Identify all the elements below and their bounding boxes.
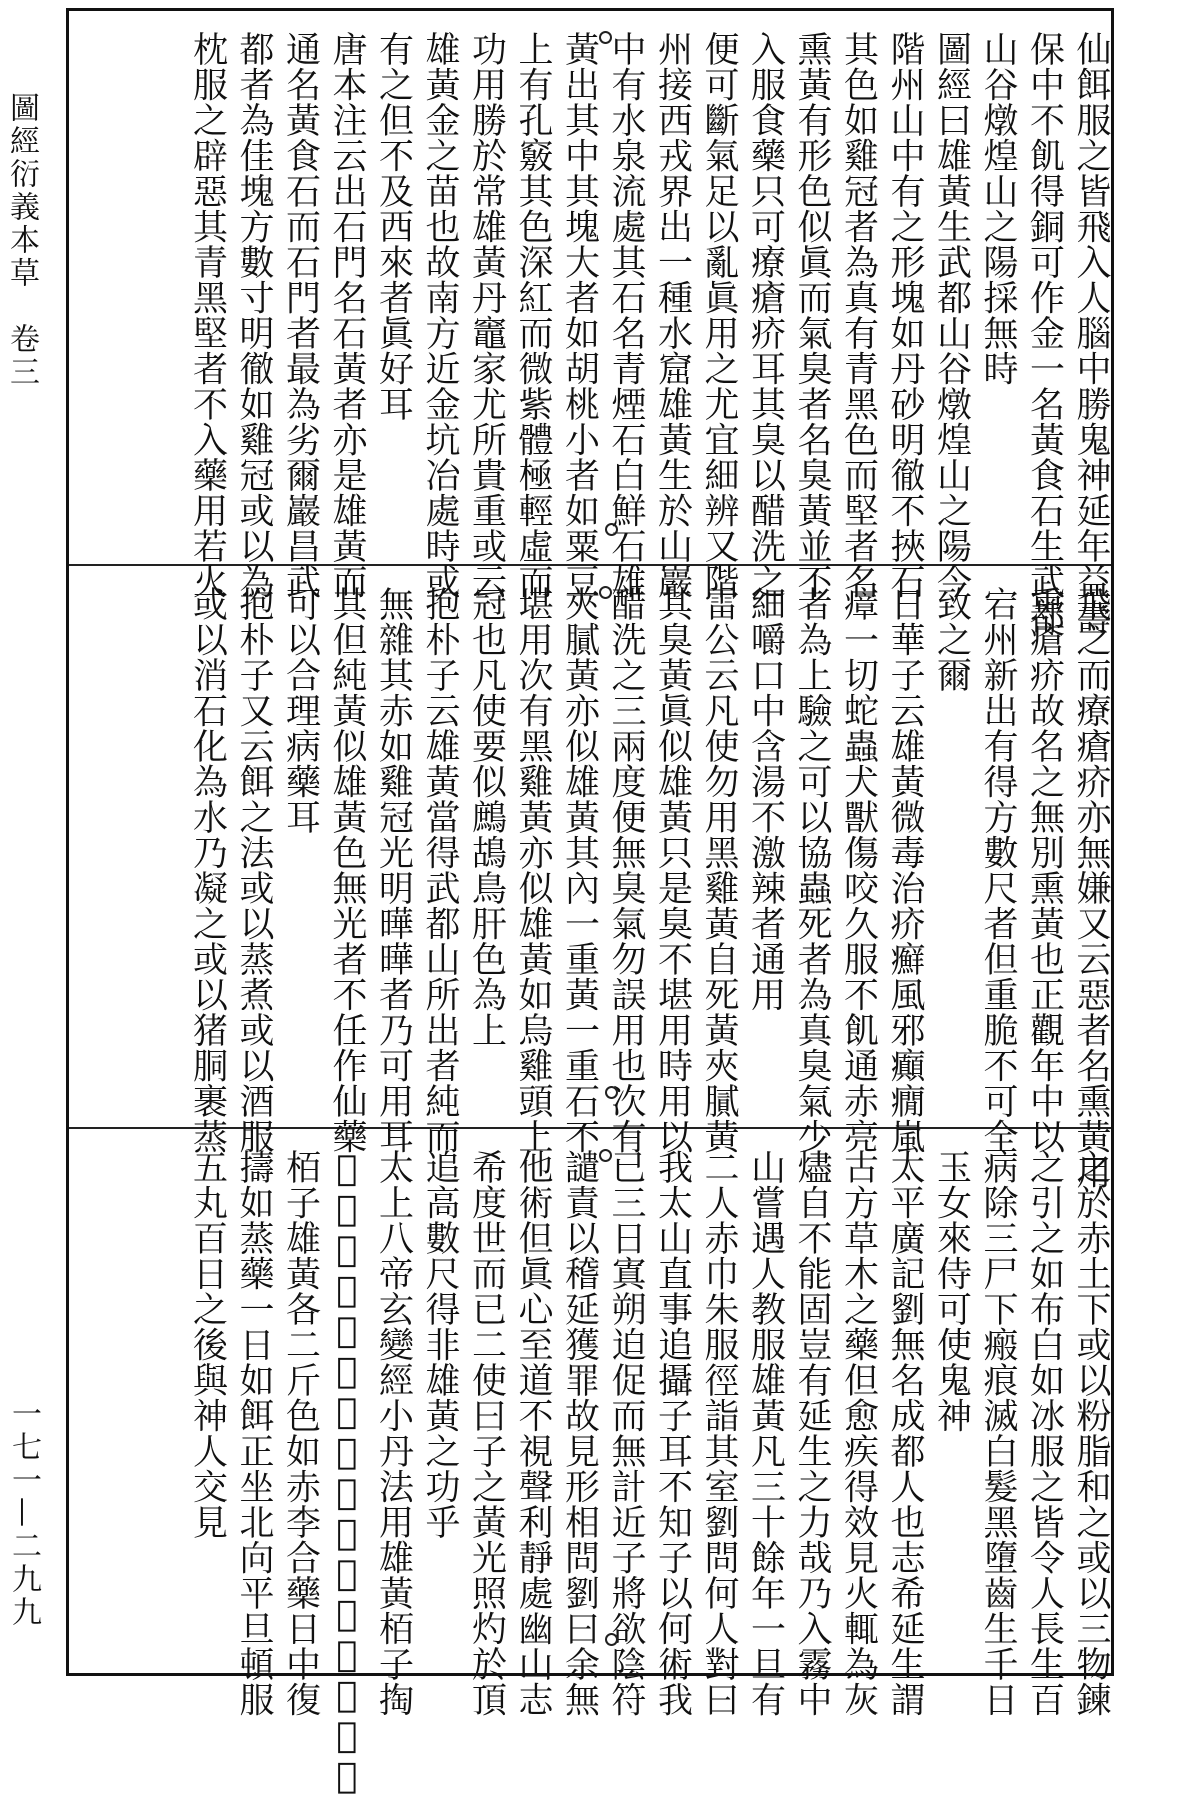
text-column: 抱朴子又云餌之法或以蒸煮或以酒服 [234,586,274,1154]
text-column: 入服食藥只可療瘡疥耳其臭以醋洗之 [745,31,786,599]
text-column: 抱朴子云雄黃當得武都山所出者純而 [420,586,460,1154]
text-column: 栢子雄黃各二斤色如赤李合藥日中復 [280,1149,321,1717]
text-column: 宕州新出有得方數尺者但重脆不可全 [978,586,1018,1154]
text-column: 擣如蒸藥一日如餌正坐北向平旦頓服 [234,1149,274,1717]
text-column: 醋洗之三兩度便無臭氣勿誤用也次有 [606,586,646,1154]
text-column: 冠也凡使要似鷓鴣鳥肝色為上 [466,586,507,1048]
text-column: 飛之而療瘡疥亦無嫌又云惡者名熏黃用 [1071,586,1111,1190]
book-title-margin: 圖經衍義本草 卷三 [4,92,39,389]
text-column: 之於赤土下或以粉脂和之或以三物鍊 [1071,1149,1111,1717]
text-column: 雄黃金之苗也故南方近金坑冶處時或 [420,31,460,599]
text-panel-bottom [69,1129,1111,1797]
text-column: 瘴一切蛇蟲犬獸傷咬久服不飢通赤亮 [838,586,879,1154]
section-circle-mark [599,586,612,599]
text-column: 已三日寘朔迫促而無計近子將欲陰符 [606,1149,646,1717]
text-column: 熏瘡疥故名之無別熏黃也正觀年中以 [1024,586,1065,1154]
text-column: 保中不飢得銅可作金一名黃食石生武都 [1024,31,1065,635]
section-circle-mark [599,31,612,44]
text-column: 中有水泉流處其石名青煙石白鮮石雄 [606,31,646,599]
text-column: 仙餌服之皆飛入人腦中勝鬼神延年益壽 [1071,31,1111,635]
text-column: 州接西戎界出一種水窟雄黃生於山巖 [652,31,693,599]
text-column: 有之但不及西來者眞好耳 [373,31,414,422]
text-column: 五丸百日之後與神人交見 [187,1149,228,1540]
text-column: 玉女來侍可使鬼神 [931,1149,972,1433]
text-column: 二人赤巾朱服徑詣其室劉問何人對曰 [699,1149,739,1717]
page-number-margin: 一七一—二九九 [6,1398,41,1629]
text-column: 唐本注云出石門名石黃者亦是雄黃而 [327,31,367,599]
text-column: 者為上驗之可以協蟲死者為真臭氣少 [792,586,832,1154]
text-column: 黃出其中其塊大者如胡桃小者如粟豆 [559,31,600,599]
text-column: 圖經曰雄黃生武都山谷燉煌山之陽今 [931,31,972,599]
text-column: 山嘗遇人教服雄黃凡三十餘年一旦有 [745,1149,786,1717]
text-column: 階州山中有之形塊如丹砂明徹不挾石 [885,31,925,599]
text-column: 追高數尺得非雄黃之功乎 [420,1149,460,1540]
text-column: 日華子云雄黃微毒治疥癬風邪癲癇嵐 [885,586,925,1154]
section-circle-mark [605,523,618,536]
text-column: 雷公云凡使勿用黑雞黃自死黃夾膩黃 [699,586,739,1154]
section-circle-mark [605,1633,618,1646]
text-column: 之引之如布白如冰服之皆令人長生百 [1024,1149,1065,1717]
text-column: 夾膩黃亦似雄黃其內一重黃一重石不 [559,586,600,1154]
text-column: 上有孔竅其色深紅而微紫體極輕虛而 [513,31,553,599]
page-frame [66,8,1114,1797]
text-column: 太平廣記劉無名成都人也志希延生謂 [885,1149,925,1717]
text-column: 譴責以稽延獲罪故見形相問劉曰余無 [559,1149,600,1717]
text-column: 古方草木之藥但愈疾得效見火輒為灰 [838,1149,879,1717]
text-column: 熏黃有形色似眞而氣臭者名臭黃並不 [792,31,832,599]
text-column: 太上八帝玄變經小丹法用雄黃栢子掏 [373,1149,414,1717]
text-column: 燼自不能固豈有延生之力哉乃入霧中 [792,1149,832,1717]
text-column: 𩲸制魄方栢子細篩去滓松脂十斤以和 [327,1149,367,1797]
text-column: 枕服之辟惡其青黑堅者不入藥用若火 [187,31,228,599]
text-column: 他術但眞心至道不視聲利靜處幽山志 [513,1149,553,1717]
text-column: 便可斷氣足以亂眞用之尤宜細辨又階 [699,31,739,599]
text-column: 其色如雞冠者為真有青黑色而堅者名 [838,31,879,599]
text-column: 山谷燉煌山之陽採無時 [978,31,1018,386]
text-column: 其但純黃似雄黃色無光者不任作仙藥 [327,586,367,1154]
text-column: 希度世而已二使曰子之黃光照灼於頂 [466,1149,507,1717]
text-column: 致之爾 [931,586,972,693]
section-circle-mark [599,1149,612,1162]
text-column: 都者為佳塊方數寸明徹如雞冠或以為 [234,31,274,599]
text-column: 病除三尸下瘢痕滅白髮黑墮齒生千日 [978,1149,1018,1717]
text-column: 其臭黃眞似雄黃只是臭不堪用時用以 [652,586,693,1154]
text-column: 我太山直事追攝子耳不知子以何術我 [652,1149,693,1717]
text-column: 可以合理病藥耳 [280,586,321,835]
section-circle-mark [605,1086,618,1099]
text-column: 堪用次有黑雞黃亦似雄黃如烏雞頭上 [513,586,553,1154]
text-column: 無雜其赤如雞冠光明曄曄者乃可用耳 [373,586,414,1154]
text-column: 或以消石化為水乃凝之或以猪胴裹蒸 [187,586,228,1154]
text-column: 功用勝於常雄黃丹竈家尤所貴重或云 [466,31,507,599]
text-panel-middle [69,566,1111,1190]
text-panel-top [69,11,1111,635]
text-column: 細嚼口中含湯不激辣者通用 [745,586,786,1012]
text-column: 通名黃食石而石門者最為劣爾巖昌武 [280,31,321,599]
